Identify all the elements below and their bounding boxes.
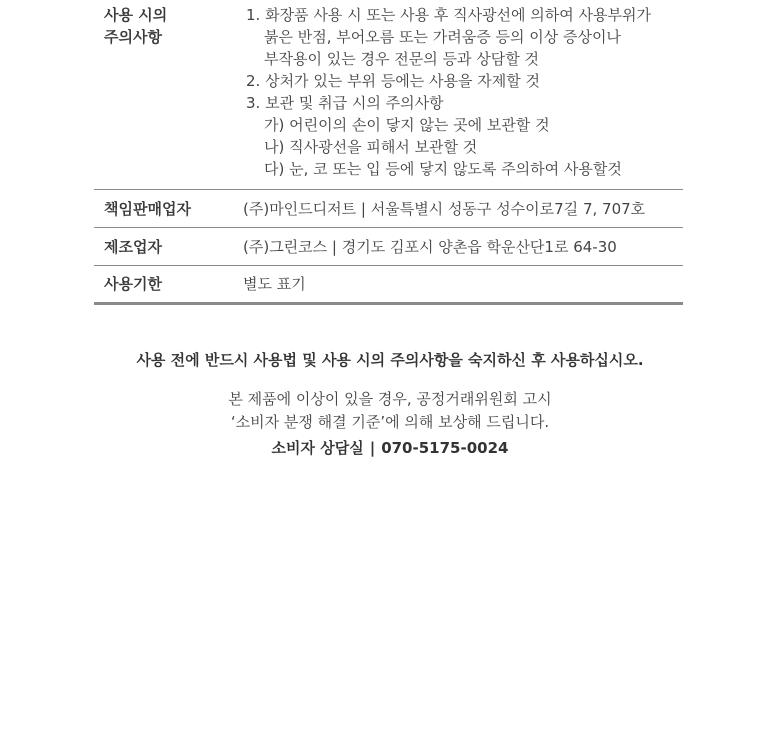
compensation-line2: ‘소비자 분쟁 해결 기준’에 의해 보상해 드립니다. [230,413,550,431]
contact-separator: | [369,439,376,457]
product-info-table [94,0,683,305]
caution-label-line1: 사용 시의 [104,6,168,24]
seller-row [94,190,683,228]
manufacturer-row [94,228,683,266]
expiry-value: 별도 표기 [243,275,306,293]
expiry-row [94,266,683,305]
caution-item-3: 3. 보관 및 취급 시의 주의사항 [246,94,444,112]
usage-warning: 사용 전에 반드시 사용법 및 사용 시의 주의사항을 숙지하신 후 사용하십시오. [136,351,644,369]
caution-item-1: 1. 화장품 사용 시 또는 사용 후 직사광선에 의하여 사용부위가 [246,6,651,24]
manufacturer-label: 제조업자 [104,238,162,256]
caution-item-3a: 가) 어린이의 손이 닿지 않는 곳에 보관할 것 [264,116,550,134]
caution-item-1-cont2: 부작용이 있는 경우 전문의 등과 상담할 것 [264,50,539,68]
caution-label-line2: 주의사항 [104,28,162,46]
compensation-notice [0,388,780,434]
compensation-line1: 본 제품에 이상이 있을 경우, 공정거래위원회 고시 [228,390,552,408]
caution-item-2: 2. 상처가 있는 부위 등에는 사용을 자제할 것 [246,72,541,90]
caution-item-3c: 다) 눈, 코 또는 입 등에 닿지 않도록 주의하여 사용할것 [264,160,622,178]
caution-item-1-cont: 붉은 반점, 부어오름 또는 가려움증 등의 이상 증상이나 [264,28,621,46]
manufacturer-value: (주)그린코스 | 경기도 김포시 양촌읍 학운산단1로 64-30 [243,238,617,256]
caution-row [94,0,683,190]
contact-label: 소비자 상담실 [271,439,364,457]
caution-item-3b: 나) 직사광선을 피해서 보관할 것 [264,138,478,156]
caution-list [246,4,651,180]
contact-phone: 070-5175-0024 [381,439,509,457]
seller-value: (주)마인드디저트 | 서울특별시 성동구 성수이로7길 7, 707호 [243,200,646,218]
consumer-contact [0,437,780,458]
caution-label [104,4,167,48]
expiry-label: 사용기한 [104,275,162,293]
seller-label: 책임판매업자 [104,200,191,218]
